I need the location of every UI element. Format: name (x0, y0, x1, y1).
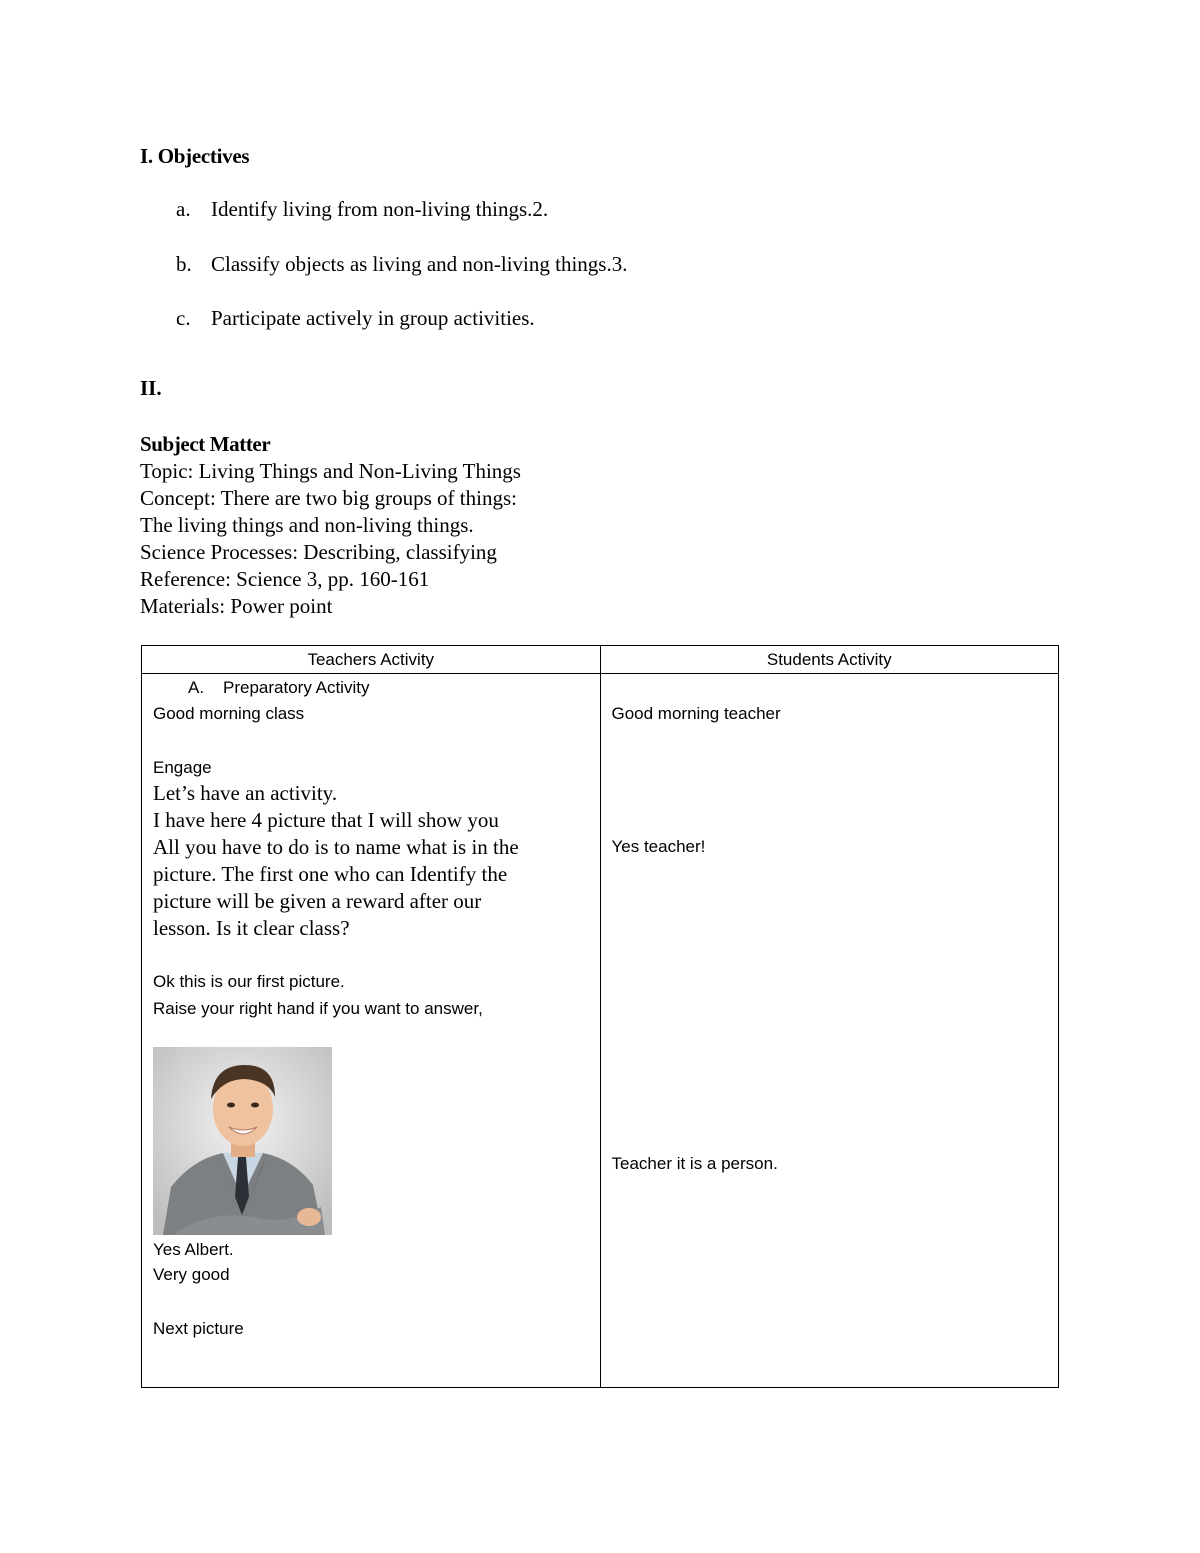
paragraph-line: picture will be given a reward after our (153, 889, 482, 913)
objective-letter: a. (176, 197, 191, 221)
preparatory-activity (188, 678, 369, 698)
first-picture-text: Ok this is our first picture. (153, 972, 345, 991)
prep-title: Preparatory Activity (223, 678, 370, 697)
objectives-heading: I. Objectives (140, 144, 250, 168)
paragraph-line: All you have to do is to name what is in the (153, 835, 519, 859)
objective-text: Participate actively in group activities. (211, 306, 535, 330)
very-good-text: Very good (153, 1265, 230, 1284)
table-row (142, 674, 1059, 1388)
paragraph-line: Let’s have an activity. (153, 781, 338, 805)
teachers-activity-header: Teachers Activity (142, 646, 601, 674)
objective-item (176, 306, 535, 331)
students-activity-header: Students Activity (600, 646, 1059, 674)
paragraph-line: I have here 4 picture that I will show you (153, 808, 499, 832)
subject-line-concept-cont: The living things and non-living things. (140, 513, 474, 537)
subject-line-reference: Reference: Science 3, pp. 160-161 (140, 567, 430, 591)
yes-albert-text: Yes Albert. (153, 1240, 234, 1259)
objective-item (176, 197, 548, 222)
subject-line-concept: Concept: There are two big groups of things: (140, 486, 517, 510)
paragraph-line: lesson. Is it clear class? (153, 916, 350, 940)
student-yes: Yes teacher! (611, 837, 706, 856)
section-two-heading: II. (140, 376, 162, 400)
raise-hand-text: Raise your right hand if you want to answer, (153, 999, 483, 1018)
subject-matter-title: Subject Matter (140, 432, 271, 456)
activity-table (141, 645, 1059, 1388)
students-cell (600, 674, 1059, 1388)
teacher-greeting: Good morning class (153, 704, 305, 723)
objective-text: Classify objects as living and non-living things.3. (211, 252, 628, 276)
teacher-cell (142, 674, 601, 1388)
objective-letter: b. (176, 252, 192, 276)
person-photo (153, 1047, 332, 1235)
subject-line-materials: Materials: Power point (140, 594, 333, 618)
subject-matter-block (140, 431, 521, 620)
objective-item (176, 252, 627, 277)
next-picture-text: Next picture (153, 1319, 244, 1338)
objective-letter: c. (176, 306, 191, 330)
objective-text: Identify living from non-living things.2. (211, 197, 549, 221)
student-answer: Teacher it is a person. (611, 1154, 778, 1173)
engage-label: Engage (153, 758, 212, 777)
table-header-row (142, 646, 1059, 674)
subject-line-processes: Science Processes: Describing, classifying (140, 540, 497, 564)
prep-letter: A. (188, 678, 205, 697)
subject-line-topic: Topic: Living Things and Non-Living Things (140, 459, 521, 483)
paragraph-line: picture. The first one who can Identify the (153, 862, 508, 886)
student-greeting: Good morning teacher (611, 704, 781, 723)
